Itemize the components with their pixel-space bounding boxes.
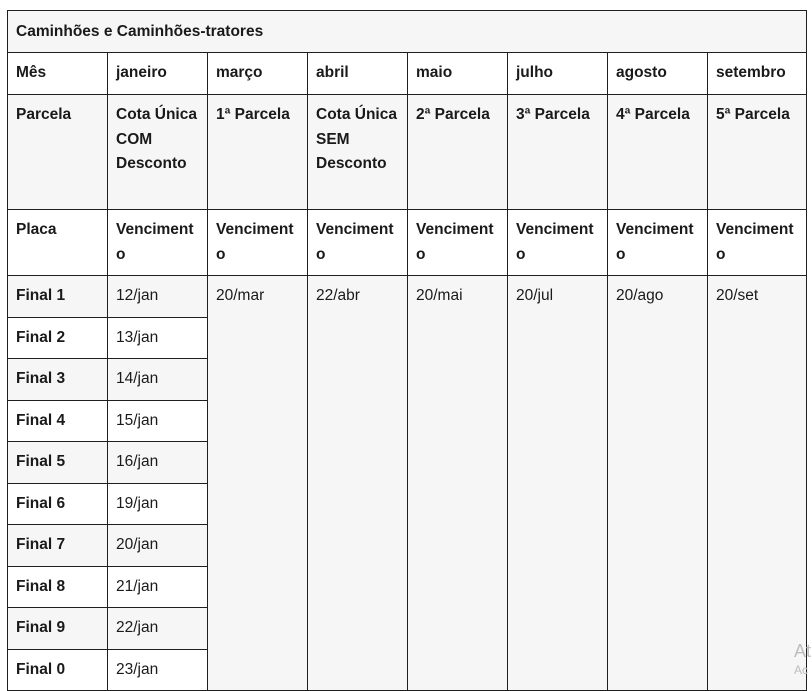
month-cell: março	[208, 53, 308, 95]
plate-final-cell: Final 8	[8, 566, 108, 608]
date-cell-setembro: 20/set	[708, 276, 807, 691]
vencimento-header: Vencimento	[608, 210, 708, 276]
january-date-cell: 23/jan	[108, 649, 208, 691]
month-cell: julho	[508, 53, 608, 95]
vencimento-header: Vencimento	[208, 210, 308, 276]
watermark-line: At	[794, 641, 812, 661]
parcela-cell: 3ª Parcela	[508, 95, 608, 210]
parcela-cell: 1ª Parcela	[208, 95, 308, 210]
january-date-cell: 21/jan	[108, 566, 208, 608]
vencimento-header: Vencimento	[508, 210, 608, 276]
table-row	[8, 276, 807, 318]
january-date-cell: 22/jan	[108, 608, 208, 650]
vencimento-header: Vencimento	[308, 210, 408, 276]
plate-final-cell: Final 5	[8, 442, 108, 484]
date-cell-agosto: 20/ago	[608, 276, 708, 691]
parcela-cell: 2ª Parcela	[408, 95, 508, 210]
placa-label: Placa	[8, 210, 108, 276]
plate-final-cell: Final 4	[8, 400, 108, 442]
activation-watermark	[794, 640, 812, 678]
date-cell-marco: 20/mar	[208, 276, 308, 691]
plate-final-cell: Final 1	[8, 276, 108, 318]
january-date-cell: 20/jan	[108, 525, 208, 567]
vencimento-header: Vencimento	[708, 210, 807, 276]
vencimento-table	[7, 10, 807, 691]
month-header-row	[8, 53, 807, 95]
mes-label: Mês	[8, 53, 108, 95]
month-cell: setembro	[708, 53, 807, 95]
january-date-cell: 15/jan	[108, 400, 208, 442]
parcela-cell: Cota Única SEM Desconto	[308, 95, 408, 210]
plate-final-cell: Final 7	[8, 525, 108, 567]
date-cell-abril: 22/abr	[308, 276, 408, 691]
placa-header-row	[8, 210, 807, 276]
parcela-row	[8, 95, 807, 210]
month-cell: agosto	[608, 53, 708, 95]
plate-final-cell: Final 3	[8, 359, 108, 401]
table-caption: Caminhões e Caminhões-tratores	[8, 11, 807, 53]
january-date-cell: 19/jan	[108, 483, 208, 525]
watermark-line: Ac	[794, 663, 809, 677]
vencimento-header: Vencimento	[408, 210, 508, 276]
plate-final-cell: Final 6	[8, 483, 108, 525]
january-date-cell: 13/jan	[108, 317, 208, 359]
plate-final-cell: Final 9	[8, 608, 108, 650]
parcela-cell: 5ª Parcela	[708, 95, 807, 210]
plate-final-cell: Final 2	[8, 317, 108, 359]
vencimento-header: Vencimento	[108, 210, 208, 276]
month-cell: maio	[408, 53, 508, 95]
january-date-cell: 16/jan	[108, 442, 208, 484]
date-cell-julho: 20/jul	[508, 276, 608, 691]
month-cell: abril	[308, 53, 408, 95]
parcela-cell: 4ª Parcela	[608, 95, 708, 210]
parcela-cell: Cota Única COM Desconto	[108, 95, 208, 210]
month-cell: janeiro	[108, 53, 208, 95]
date-cell-maio: 20/mai	[408, 276, 508, 691]
parcela-label: Parcela	[8, 95, 108, 210]
january-date-cell: 12/jan	[108, 276, 208, 318]
plate-final-cell: Final 0	[8, 649, 108, 691]
january-date-cell: 14/jan	[108, 359, 208, 401]
